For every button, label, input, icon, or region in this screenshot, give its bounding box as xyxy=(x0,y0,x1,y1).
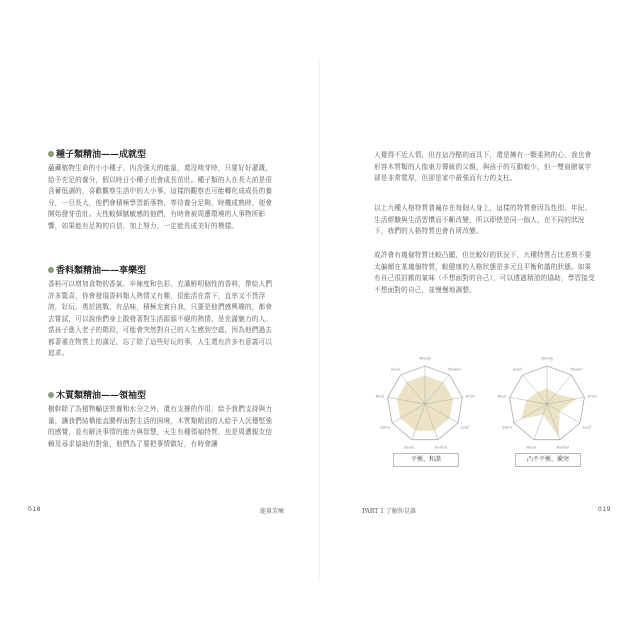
page-number-left: 018 xyxy=(28,506,41,513)
section-body: 香料可以增加食物的香氣、辛辣度和色彩，充滿鮮明個性的香料，帶給人們許多驚喜，你會發現香料類人熱情又有趣，很能活在當下，直率又不畏浮誇，好玩、勇於挑戰、有品味，積極充實自我，只要是他們感興趣的，都會去嘗試，可以說他們身上散發著對生活源源不絕的熱情，是充滿魅力的人。當孩子進入老子的階段，可能會突然對自己的人生感到空虛，因為他們過去都著重在物質上的滿足，忘了除了這些好玩的事，人生還有許多有意義可以追求。 xyxy=(48,280,273,357)
radar-axis-label: Seed xyxy=(512,367,522,372)
radar-axis-label: Resin xyxy=(526,445,537,450)
running-title-right: PART 1 了解你是誰 xyxy=(362,508,416,515)
radar-caption-balanced: 平衡、和諧 xyxy=(393,453,459,467)
bullet-dot-icon xyxy=(48,267,54,273)
radar-value-area xyxy=(521,388,577,437)
right-page xyxy=(320,0,640,640)
radar-axis-label: Flower xyxy=(448,367,461,372)
bullet-dot-icon xyxy=(48,151,54,157)
paragraph: 人覺得不近人情，但在這冷酷的面具下，還是擁有一顆柔熱的心，我也會形容木質類的人像東方傳統的父親，與孩子的互動較少，但一雙肩膀氣宇卻是非常寬厚，但卻是家中最強而有力的支柱。 xyxy=(374,151,592,182)
radar-axis-label: Leaf xyxy=(460,425,469,430)
bullet-dot-icon xyxy=(48,392,54,398)
radar-axis-label: Resin xyxy=(404,445,415,450)
radar-diagram-balanced xyxy=(370,352,480,452)
radar-axis-label: Spice xyxy=(380,425,391,430)
radar-axis-label: Fruit xyxy=(587,394,597,399)
book-spine xyxy=(319,60,320,580)
section-body: 樹幹除了為植物輸送營養和水分之外，還有支撐的作用，給予我們支持與力量，讓我們結構能直腰桿面對生活的困境，木質類精油的人給予人沉穩堅強的感覺，並有解決事情的能力與智慧，天生有種領袖特質，也是周遭親友信賴及尋求協助的對象，他們為了要把事情做好，有時會讓 xyxy=(48,405,273,448)
radar-axis-label: Seed xyxy=(390,367,400,372)
radar-axis-label: Root xyxy=(497,394,506,399)
page-number-right: 019 xyxy=(598,506,611,513)
radar-axis-label: Spice xyxy=(502,425,513,430)
radar-axis-label: Woody xyxy=(418,356,432,361)
section-heading: 木質類精油——領袖型 xyxy=(56,391,147,401)
radar-axis-label: Herbal xyxy=(556,445,570,450)
section-woody xyxy=(48,390,273,450)
radar-axis-label: Flower xyxy=(570,367,583,372)
paragraph: 以上九種人格特質普遍存在每個人身上，這樣的特質會因為性別、年紀、生活經驗與生活習慣而不斷改變，所以即使是同一個人，在不同的狀況下，我們的人格特質也會有所改變。 xyxy=(374,204,592,235)
section-body: 蘊藏植物生命的小小種子，內含強大的能量，還沒萌芽時，只要好好灌溉，給予充足的養分，假以時日小種子也會成長茁壯。種子類的人在長大前是很含蓄低調的，喜歡觀察生活中的大小事，這樣的觀察也可能轉化成成長的養分，一旦長大，他們會積極學習新事物，等待養分足夠、時機成熟時，便會開始發芽茁壯。天性較細膩敏感的他們，有時會被周遭環境的人事物所影響，如果能有足夠的自信，加上努力，一定能長成美好的模樣。 xyxy=(48,164,273,230)
radar-caption-unbalanced: 凸不平衡、衝突 xyxy=(515,453,581,467)
radar-axis-label: Fruit xyxy=(465,394,475,399)
radar-axis-label: Leaf xyxy=(582,425,591,430)
section-heading: 種子類精油——成就型 xyxy=(56,150,147,160)
radar-diagram-unbalanced xyxy=(492,352,602,452)
running-title-left: 能量芳療 xyxy=(260,508,285,515)
section-seed xyxy=(48,149,273,232)
radar-axis-label: Root xyxy=(375,394,384,399)
section-spice xyxy=(48,265,273,360)
paragraph: 或許會有幾個特質比較凸顯，但比較好的狀況下，九種特質占比差異不要太偏頗在某幾個特質，較健康的人格狀態是多元且平衡和諧的狀態。如果有自己很討厭的氣味（不想面對的自己），可以透過精油的協助，學習接受不想面對的自己，並慢慢地調整。 xyxy=(374,251,595,294)
section-heading: 香料類精油——享樂型 xyxy=(56,266,147,276)
radar-axis-label: Woody xyxy=(540,356,554,361)
radar-axis-label: Herbal xyxy=(434,445,448,450)
